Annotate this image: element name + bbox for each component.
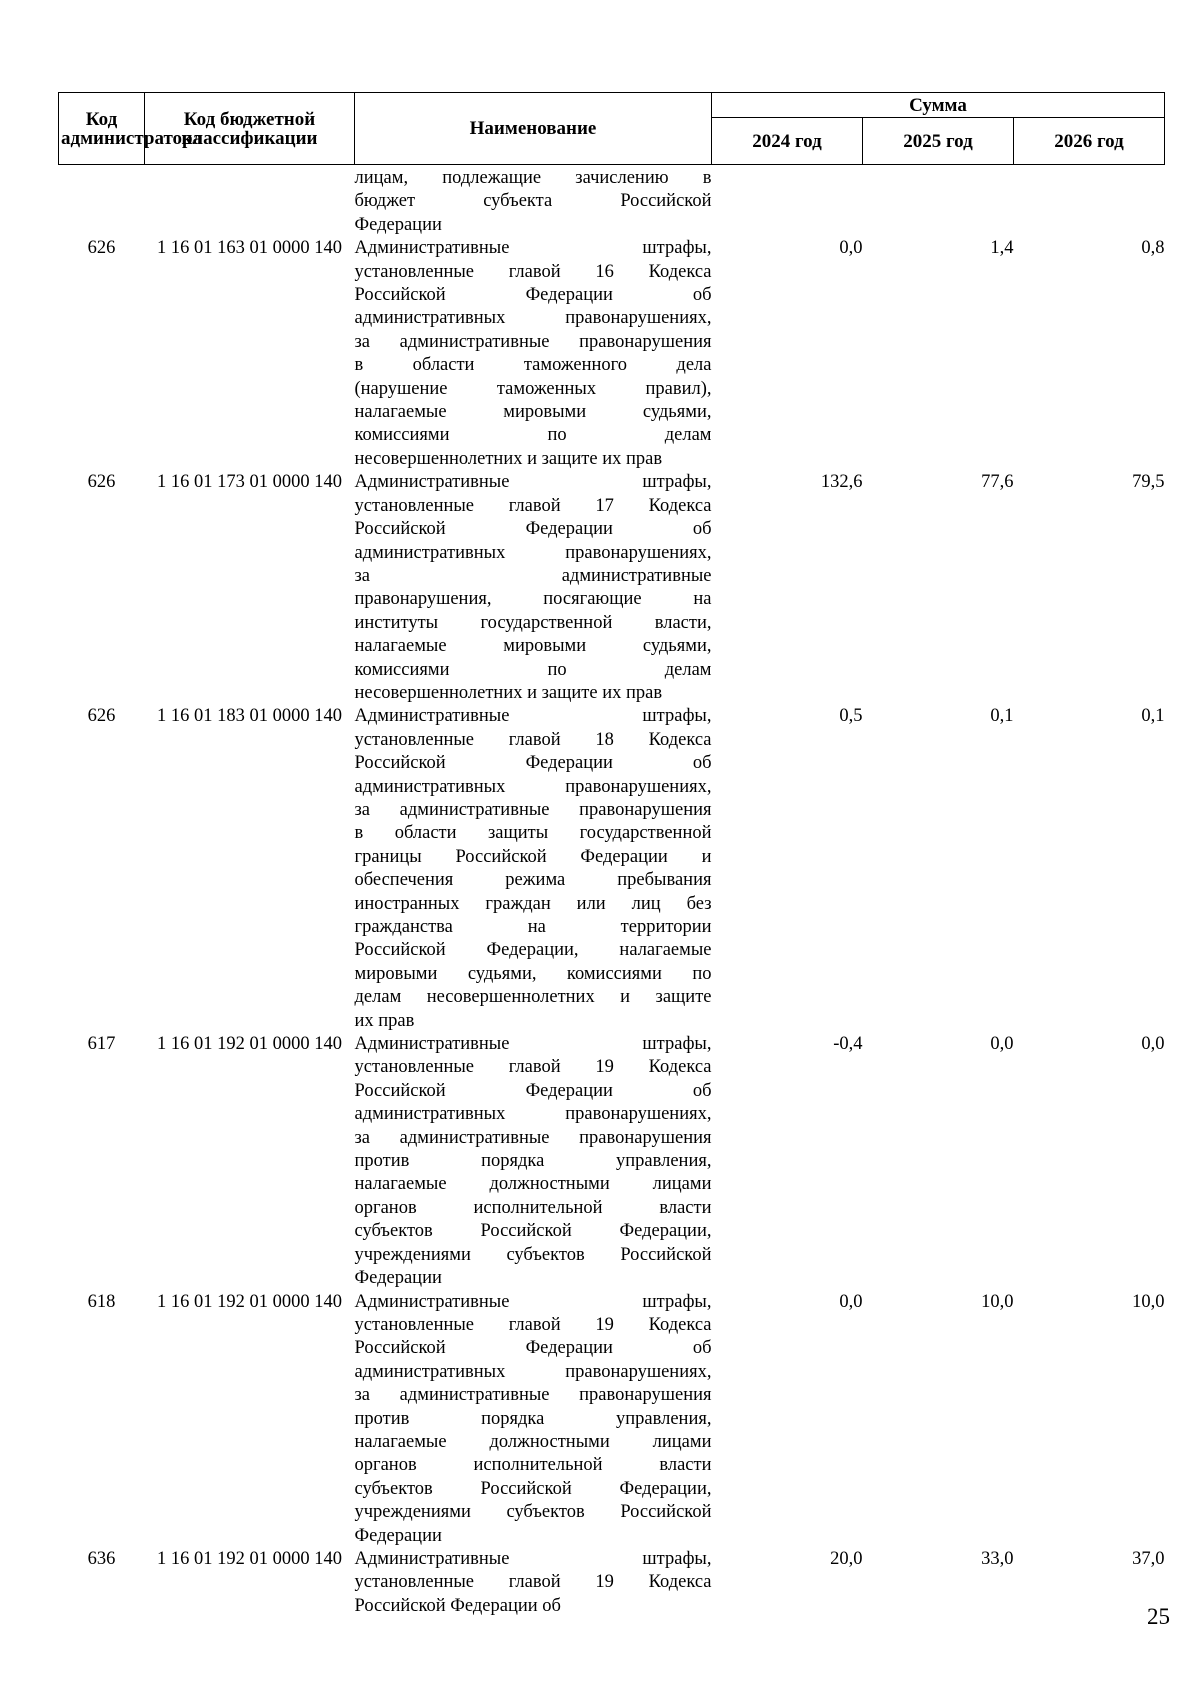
name-line: учреждениями субъектов Российской [354, 1502, 712, 1523]
name-line: Административные штрафы, [354, 238, 712, 259]
cell-name [355, 705, 712, 1033]
name-line: Российской Федерации, налагаемые [354, 940, 712, 961]
cell-2025: 33,0 [981, 1548, 1014, 1569]
cell-2026: 0,0 [1141, 1034, 1165, 1055]
cell-2025: 0,0 [990, 1034, 1014, 1055]
name-line: гражданства на территории [354, 917, 712, 937]
name-line: субъектов Российской Федерации, [354, 1478, 712, 1499]
name-line: правонарушения, посягающие на [354, 589, 712, 610]
name-line: Федерации [354, 1525, 442, 1546]
cell-code: 1 16 01 192 01 0000 140 [157, 1548, 342, 1569]
table-header [59, 93, 1165, 165]
name-line: административных правонарушениях, [354, 308, 712, 329]
name-line: Российской Федерации об [354, 285, 712, 306]
name-line: установленные главой 19 Кодекса [354, 1314, 712, 1335]
cell-2026 [1014, 165, 1165, 238]
cell-admin: 626 [87, 238, 116, 259]
name-line: налагаемые мировыми судьями, [354, 402, 712, 423]
name-line: институты государственной власти, [354, 612, 712, 633]
name-line: налагаемые мировыми судьями, [354, 636, 712, 657]
name-line: Российской Федерации об [354, 1080, 712, 1101]
name-line: против порядка управления, [354, 1151, 712, 1172]
name-line: комиссиями по делам [354, 659, 712, 680]
cell-code: 1 16 01 192 01 0000 140 [157, 1034, 342, 1055]
cell-name [355, 1033, 712, 1290]
name-line: комиссиями по делам [354, 425, 712, 446]
cell-2025 [863, 165, 1014, 238]
cell-code: 1 16 01 183 01 0000 140 [157, 706, 342, 727]
name-line: налагаемые должностными лицами [354, 1431, 712, 1452]
cell-2026: 0,1 [1141, 706, 1165, 727]
cell-2026: 79,5 [1132, 472, 1165, 493]
name-line: обеспечения режима пребывания [354, 870, 712, 891]
cell-name-continuation [355, 165, 712, 238]
name-line: установленные главой 17 Кодекса [354, 495, 712, 516]
cell-code: 1 16 01 173 01 0000 140 [157, 472, 342, 493]
name-line: (нарушение таможенных правил), [354, 378, 712, 399]
name-line: Административные штрафы, [354, 1034, 712, 1055]
name-line: за административные правонарушения [354, 1127, 712, 1148]
cell-2026: 37,0 [1132, 1548, 1165, 1569]
name-line: субъектов Российской Федерации, [354, 1221, 712, 1242]
name-line: Административные штрафы, [354, 1548, 712, 1569]
cell-code: 1 16 01 163 01 0000 140 [157, 238, 342, 259]
header-year-2024: 2024 год [712, 118, 863, 165]
cell-2025: 77,6 [981, 472, 1014, 493]
header-year-2025: 2025 год [863, 118, 1014, 165]
name-line: несовершеннолетних и защите их прав [354, 448, 663, 469]
header-admin-code: Код администратора [59, 93, 145, 165]
table-row [59, 705, 1165, 1033]
cell-2024: 132,6 [820, 472, 863, 493]
name-line: за административные правонарушения [354, 1385, 712, 1406]
name-line: лицам, подлежащие зачислению в [354, 168, 712, 188]
cell-admin: 618 [87, 1291, 116, 1312]
name-line: против порядка управления, [354, 1408, 712, 1429]
name-line: за административные правонарушения [354, 799, 712, 820]
name-line: административных правонарушениях, [354, 1361, 712, 1382]
cell-2025: 1,4 [990, 238, 1014, 259]
table-row [59, 1033, 1165, 1290]
cell-name [355, 471, 712, 705]
cell-admin: 626 [87, 706, 116, 727]
cell-2026: 0,8 [1141, 238, 1165, 259]
header-name: Наименование [355, 93, 712, 165]
cell-name [355, 237, 712, 471]
name-line: органов исполнительной власти [354, 1455, 712, 1476]
cell-2026: 10,0 [1132, 1291, 1165, 1312]
name-line: Российской Федерации об [354, 519, 712, 540]
table-row [59, 237, 1165, 471]
cell-2024 [712, 165, 863, 238]
cell-admin: 617 [87, 1034, 116, 1055]
name-line: бюджет субъекта Российской [354, 191, 712, 212]
name-line: налагаемые должностными лицами [354, 1174, 712, 1195]
table-row-continuation [59, 165, 1165, 238]
name-line: несовершеннолетних и защите их прав [354, 682, 663, 703]
name-line: за административные правонарушения [354, 331, 712, 352]
name-line: установленные главой 19 Кодекса [354, 1572, 712, 1593]
name-line: Административные штрафы, [354, 472, 712, 493]
name-line: Российской Федерации об [354, 1338, 712, 1359]
table-body [59, 165, 1165, 1619]
name-line: иностранных граждан или лиц без [354, 893, 712, 914]
name-line: в области защиты государственной [354, 823, 712, 844]
table-row [59, 1548, 1165, 1618]
name-line: учреждениями субъектов Российской [354, 1244, 712, 1265]
cell-2025: 10,0 [981, 1291, 1014, 1312]
cell-code: 1 16 01 192 01 0000 140 [157, 1291, 342, 1312]
name-line: административных правонарушениях, [354, 1104, 712, 1125]
name-line: в области таможенного дела [354, 355, 712, 376]
cell-name [355, 1291, 712, 1548]
name-line: органов исполнительной власти [354, 1197, 712, 1218]
name-line: административных правонарушениях, [354, 542, 712, 563]
name-line: их прав [354, 1010, 415, 1031]
cell-name [355, 1548, 712, 1618]
table-row [59, 1291, 1165, 1548]
cell-2024: 0,0 [839, 238, 863, 259]
cell-2025: 0,1 [990, 706, 1014, 727]
name-line: административных правонарушениях, [354, 776, 712, 797]
cell-2024: -0,4 [833, 1034, 863, 1055]
header-budget-code: Код бюджетной классификации [145, 93, 355, 165]
name-line: установленные главой 18 Кодекса [354, 729, 712, 750]
header-year-2026: 2026 год [1014, 118, 1165, 165]
budget-revenue-table [58, 92, 1165, 1618]
name-line: Административные штрафы, [354, 1291, 712, 1312]
name-line: мировыми судьями, комиссиями по [354, 963, 712, 984]
cell-admin: 636 [87, 1548, 116, 1569]
name-line: делам несовершеннолетних и защите [354, 987, 712, 1008]
name-line: Административные штрафы, [354, 706, 712, 727]
header-sum: Сумма [712, 93, 1165, 118]
table-row [59, 471, 1165, 705]
name-line: за административные [354, 565, 712, 586]
name-line: установленные главой 19 Кодекса [354, 1057, 712, 1078]
name-line: Российской Федерации об [354, 1595, 561, 1616]
name-line: Российской Федерации об [354, 753, 712, 774]
cell-2024: 20,0 [830, 1548, 863, 1569]
name-line: Федерации [354, 1268, 442, 1289]
name-line: установленные главой 16 Кодекса [354, 261, 712, 282]
cell-code [145, 165, 355, 238]
name-line: границы Российской Федерации и [354, 846, 712, 867]
page-number: 25 [1147, 1604, 1170, 1629]
cell-admin [59, 165, 145, 238]
cell-2024: 0,0 [839, 1291, 863, 1312]
cell-2024: 0,5 [839, 706, 863, 727]
cell-admin: 626 [87, 472, 116, 493]
name-line: Федерации [354, 214, 442, 235]
